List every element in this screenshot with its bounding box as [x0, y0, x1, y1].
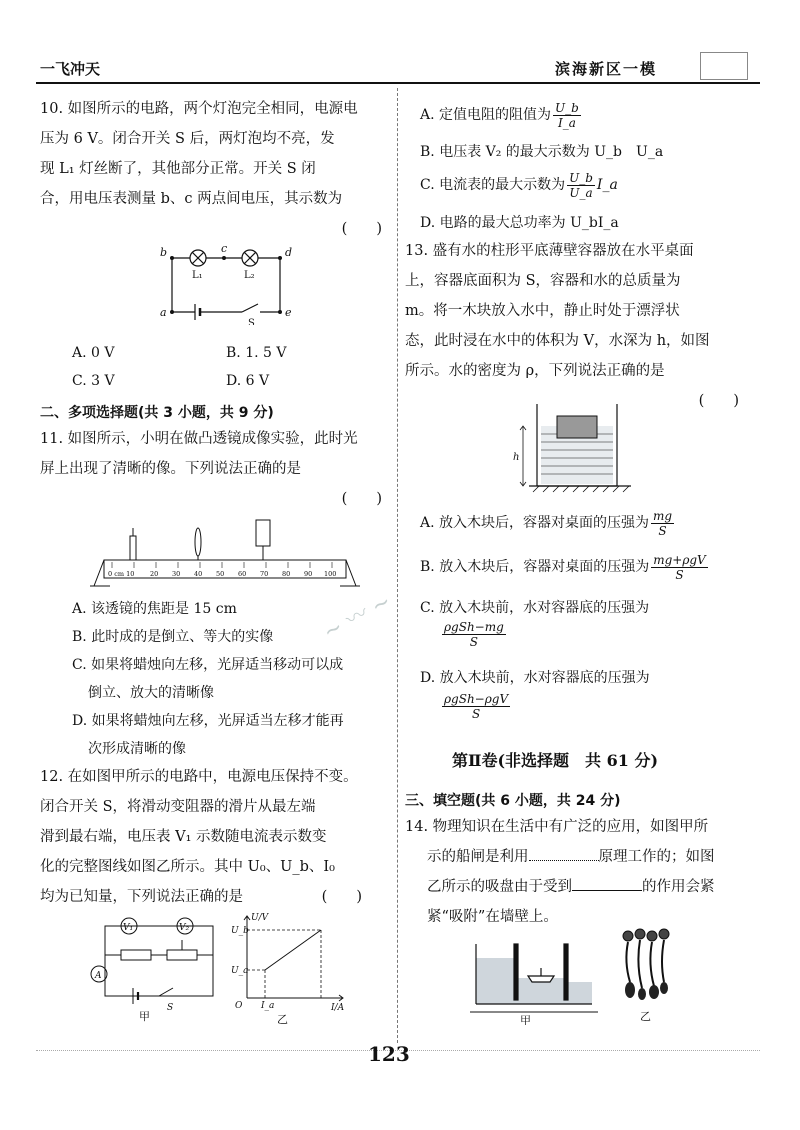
ruler-tick-20: 20 — [150, 570, 159, 578]
frac-numerator: ρgSh−mg — [444, 620, 504, 634]
circuit-label-d: d — [285, 246, 293, 259]
q14-line-1: 14. 物理知识在生活中有广泛的应用，如图甲所 — [405, 819, 709, 835]
column-divider — [397, 88, 398, 1043]
q10-line: 现 L₁ 灯丝断了，其他部分正常。开关 S 闭 — [40, 161, 316, 177]
q12-option-b: B. 电压表 V₂ 的最大示数为 U_b U_a — [420, 144, 664, 160]
circuit-label-c: c — [221, 242, 228, 255]
fig-label-v2: V₂ — [179, 923, 190, 933]
frac-numerator: mg+ρgV — [653, 552, 706, 567]
q11-line: 11. 如图所示，小明在做凸透镜成像实验，此时光 — [40, 431, 358, 447]
q14-line-2a: 示的船闸是利用 — [427, 849, 529, 865]
q12-line — [40, 882, 392, 912]
q14-line-3b: 的作用会紧 — [642, 879, 715, 895]
q11-optical-bench — [90, 512, 360, 590]
q13-option-a-text: A. 放入木块后，容器对桌面的压强为 — [420, 515, 650, 531]
frac-denominator: S — [469, 635, 479, 649]
ruler-tick-0: 0 cm 10 — [108, 570, 135, 578]
ruler-tick-30: 30 — [172, 570, 181, 578]
wood-block — [557, 416, 597, 438]
q11-option-d: D. 如果将蜡烛向左移，光屏适当左移才能再 — [72, 713, 344, 729]
question-11 — [40, 424, 390, 514]
q13-line: 上，容器底面积为 S，容器和水的总质量为 — [405, 273, 681, 289]
q12-line: 12. 在如图甲所示的电路中，电源电压保持不变。 — [40, 769, 358, 785]
ruler-tick-80: 80 — [282, 570, 291, 578]
q11-option-c-cont: 倒立、放大的清晰像 — [88, 685, 214, 701]
q14-line-2b: 原理工作的；如图 — [598, 849, 715, 865]
q14-line-4: 紧“吸附”在墙壁上。 — [427, 909, 558, 925]
lock-water-left — [476, 958, 516, 1004]
q13-h-label: h — [513, 452, 520, 463]
q13-option-d-frac — [442, 692, 510, 721]
frac-denominator: S — [675, 567, 684, 582]
part2-title: 第Ⅱ卷(非选择题 共 61 分) — [452, 751, 659, 770]
q13-line: 13. 盛有水的柱形平底薄壁容器放在水平桌面 — [405, 243, 694, 259]
ruler-tick-50: 50 — [216, 570, 225, 578]
q10-option-b: B. 1. 5 V — [226, 345, 287, 361]
graph-axis-i: I/A — [331, 1003, 345, 1013]
q14-line-3a: 乙所示的吸盘由于受到 — [427, 879, 572, 895]
frac-denominator: I_a — [557, 115, 576, 130]
q10-option-c: C. 3 V — [72, 373, 115, 389]
q11-answer-bracket: ( ) — [341, 491, 382, 507]
q14-fig-jia: 甲 — [520, 1014, 531, 1025]
ruler-tick-70: 70 — [260, 570, 269, 578]
q12-answer-bracket: ( ) — [321, 889, 362, 905]
frac-denominator: S — [658, 523, 667, 538]
ruler-tick-60: 60 — [238, 570, 247, 578]
circuit-label-s: S — [248, 318, 255, 325]
question-10 — [40, 94, 390, 244]
q12-line: 滑到最右端，电压表 V₁ 示数随电流表示数变 — [40, 829, 327, 845]
q13-line: 所示。水的密度为 ρ，下列说法正确的是 — [405, 363, 665, 379]
q12-option-c — [420, 170, 618, 200]
page-number: 123 — [368, 1042, 410, 1066]
q13-option-b-frac — [651, 553, 708, 582]
q12-option-a — [420, 100, 583, 130]
q12-line: 闭合开关 S，将滑动变阻器的滑片从最左端 — [40, 799, 316, 815]
q12-option-c-text: C. 电流表的最大示数为 — [420, 177, 566, 193]
q10-line: 合，用电压表测量 b、c 两点间电压，其示数为 — [40, 191, 343, 207]
q13-option-c-frac — [442, 620, 506, 649]
q13-line: m。将一木块放入水中，静止时处于漂浮状 — [405, 303, 680, 319]
fig-label-jia: 甲 — [139, 1010, 150, 1022]
q14-fig-yi: 乙 — [640, 1010, 651, 1023]
section-2-title: 二、多项选择题(共 3 小题，共 9 分) — [40, 405, 274, 421]
header-right-title: 滨海新区一模 — [555, 60, 658, 78]
circuit-label-l2: L₂ — [244, 270, 255, 281]
fig-label-s: S — [167, 1003, 174, 1013]
q10-line: 10. 如图所示的电路，两个灯泡完全相同，电源电 — [40, 101, 358, 117]
q13-option-b-text: B. 放入木块后，容器对桌面的压强为 — [420, 559, 650, 575]
q12-option-d: D. 电路的最大总功率为 U_bI_a — [420, 215, 619, 231]
fig-label-yi: 乙 — [277, 1013, 288, 1025]
q13-option-c-text: C. 放入木块前，水对容器底的压强为 — [420, 600, 650, 616]
header-rule — [36, 82, 760, 84]
fig-label-v1: V₁ — [123, 923, 134, 933]
header-logo-box — [700, 52, 748, 80]
q11-line: 屏上出现了清晰的像。下列说法正确的是 — [40, 461, 301, 477]
q12-line: 化的完整图线如图乙所示。其中 U₀、U_b、I₀ — [40, 859, 335, 875]
question-12 — [40, 762, 392, 912]
q13-option-a-frac — [651, 509, 674, 538]
circuit-label-e: e — [285, 306, 292, 319]
q12-option-a-text: A. 定值电阻的阻值为 — [420, 107, 552, 123]
q12-circuit-jia — [85, 912, 225, 1022]
q13-line: 态，此时浸在水中的体积为 V，水深为 h，如图 — [405, 333, 710, 349]
frac-numerator: U_b — [569, 170, 593, 185]
q12-option-c-tail: I_a — [596, 177, 618, 193]
q13-option-a — [420, 508, 676, 538]
q13-option-d-text: D. 放入木块前，水对容器底的压强为 — [420, 670, 650, 686]
q12-option-a-frac — [553, 101, 581, 130]
graph-label-o: O — [235, 1001, 243, 1011]
watermark-stamp: ~ 〰 ~ — [319, 589, 396, 646]
frac-denominator: U_a — [569, 185, 593, 200]
q13-answer-bracket: ( ) — [698, 393, 739, 409]
q11-option-c: C. 如果将蜡烛向左移，光屏适当移动可以成 — [72, 657, 344, 673]
question-13 — [405, 236, 757, 416]
q14-suction-cups-figure — [618, 928, 674, 1024]
q13-container-figure — [505, 400, 635, 500]
q12-line-5: 均为已知量，下列说法正确的是 — [40, 889, 243, 905]
graph-label-ub: U_b — [231, 926, 249, 936]
q14-blank-1[interactable] — [529, 860, 599, 861]
q11-option-b: B. 此时成的是倒立、等大的实像 — [72, 629, 274, 645]
q10-answer-bracket: ( ) — [341, 221, 382, 237]
q13-option-c-frac-wrap — [440, 620, 508, 649]
ruler-tick-100: 100 — [324, 570, 337, 578]
q14-ship-lock-figure — [462, 940, 602, 1025]
q10-option-a: A. 0 V — [72, 345, 115, 361]
frac-numerator: mg — [653, 508, 673, 523]
ruler-tick-40: 40 — [194, 570, 203, 578]
lock-water-right — [566, 982, 592, 1004]
q11-option-d-cont: 次形成清晰的像 — [88, 741, 186, 757]
q14-line-3 — [405, 872, 757, 902]
ruler-tick-90: 90 — [304, 570, 313, 578]
q10-option-d: D. 6 V — [226, 373, 270, 389]
circuit-label-l1: L₁ — [192, 270, 203, 281]
q10-circuit-diagram — [150, 240, 300, 325]
q12-option-c-frac — [567, 171, 595, 200]
circuit-label-a: a — [160, 306, 167, 319]
question-14 — [405, 812, 757, 932]
q13-option-d-frac-wrap — [440, 692, 512, 721]
q10-line: 压为 6 V。闭合开关 S 后，两灯泡均不亮，发 — [40, 131, 335, 147]
frac-numerator: ρgSh−ρgV — [444, 692, 509, 706]
q12-graph-yi — [225, 910, 355, 1025]
frac-denominator: S — [471, 707, 481, 721]
q13-option-b — [420, 552, 710, 582]
graph-axis-u: U/V — [251, 913, 269, 923]
q14-line-2 — [405, 842, 757, 872]
header-left-title: 一飞冲天 — [40, 60, 101, 78]
section-3-title: 三、填空题(共 6 小题，共 24 分) — [405, 793, 621, 809]
frac-numerator: U_b — [555, 100, 579, 115]
graph-label-ua: U_a — [231, 966, 249, 976]
fig-label-a: A — [95, 971, 102, 981]
circuit-label-b: b — [160, 246, 168, 259]
q11-option-a: A. 该透镜的焦距是 15 cm — [72, 601, 237, 617]
graph-label-ia: I_a — [261, 1001, 275, 1011]
q14-blank-2[interactable] — [572, 890, 642, 891]
